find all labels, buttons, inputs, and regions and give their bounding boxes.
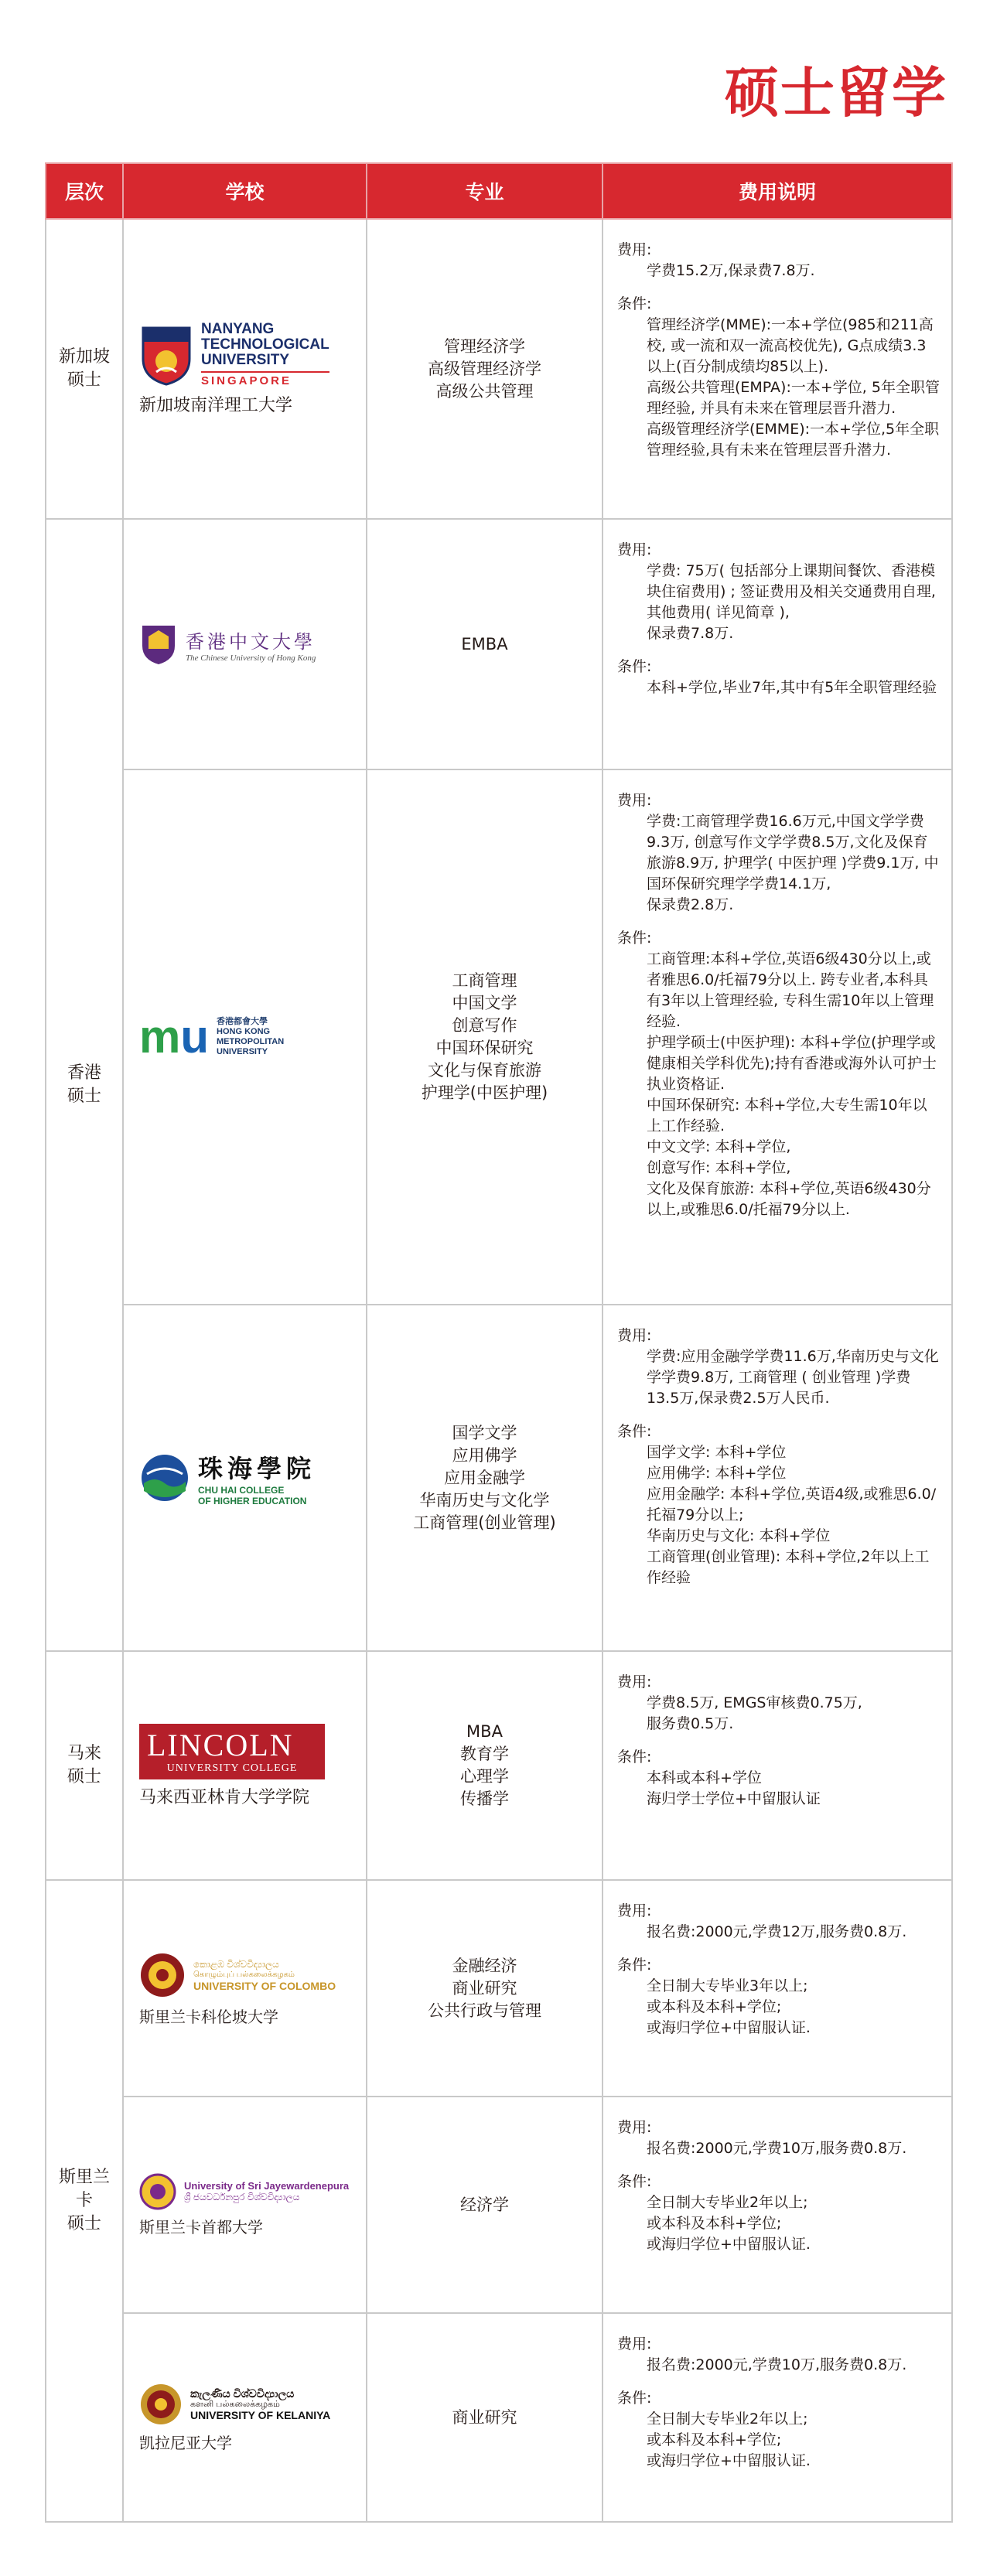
major-cell: [367, 1305, 603, 1651]
page-title: 硕士留学: [725, 61, 947, 125]
major-cell: [367, 519, 603, 769]
school-cell: [123, 219, 367, 519]
table-row: [46, 2313, 952, 2522]
kelaniya-crest-icon: [139, 2383, 183, 2426]
header-major: 专业: [367, 163, 603, 219]
table-row: [46, 1651, 952, 1880]
condition-label: 条件:: [617, 1423, 652, 1440]
level-cell: [46, 519, 123, 1651]
fee-cell: [603, 519, 952, 769]
table-row: [46, 1305, 952, 1651]
major-list: 国学文学 应用佛学 应用金融学 华南历史与文化学 工商管理(创业管理): [413, 1423, 556, 1532]
fee-text: 学费: 75万( 包括部分上课期间餐饮、香港模块住宿费用) ; 签证费用及相关交通费用自理, 其他费用( 详见简章 ), 保录费7.8万.: [647, 562, 936, 642]
fee-text: 学费15.2万,保录费7.8万.: [647, 262, 815, 279]
level-cell: [46, 219, 123, 519]
fee-label: 费用:: [617, 2119, 652, 2136]
fee-text: 报名费:2000元,学费10万,服务费0.8万.: [647, 2356, 907, 2373]
ntu-logo-line: UNIVERSITY: [201, 352, 290, 368]
major-cell: [367, 2313, 603, 2522]
header-school: 学校: [123, 163, 367, 219]
lincoln-logo-sub: UNIVERSITY COLLEGE: [166, 1762, 298, 1774]
table-row: [46, 519, 952, 769]
ntu-logo-line: TECHNOLOGICAL: [201, 336, 329, 353]
fee-cell: [603, 219, 952, 519]
chuhai-logo-line: OF HIGHER EDUCATION: [198, 1496, 307, 1506]
school-name: 马来西亚林肯大学学院: [139, 1787, 310, 1807]
hkmu-logo-line: HONG KONG: [217, 1027, 271, 1036]
hkmu-logo-line: METROPOLITAN: [217, 1037, 285, 1046]
condition-label: 条件:: [617, 1749, 652, 1766]
major-cell: [367, 1880, 603, 2097]
fee-label: 费用:: [617, 541, 652, 558]
kelaniya-logo-en: UNIVERSITY OF KELANIYA: [190, 2408, 331, 2421]
hkmu-mark-icon: mu: [139, 1011, 210, 1063]
condition-text: 全日制大专毕业2年以上; 或本科及本科+学位; 或海归学位+中留服认证.: [647, 2411, 811, 2469]
condition-text: 本科或本科+学位 海归学士学位+中留服认证: [647, 1769, 821, 1807]
condition-text: 工商管理:本科+学位,英语6级430分以上,或者雅思6.0/托福79分以上. 跨专业者,本科具有3年以上管理经验, 专科生需10年以上管理经验. 护理学硕士(中医护理): 本科+学位(护理学或健康相关学科优先);持有香港或海外认可护士执业资格证. 中国环保研究: 本科+学位,大专生需10年以上工作经验. 中文文学: 本科+学位, 创意写作: 本科+学位, 文化及保育旅游: 本科+学位,英语6级430分以上,或雅思6.0/托福79分以上.: [647, 950, 937, 1218]
fee-label: 费用:: [617, 792, 652, 809]
table-row: [46, 1880, 952, 2097]
kelaniya-logo-si: කැලණිය විශ්වවිද්‍යාලය: [190, 2387, 295, 2400]
fee-label: 费用:: [617, 2335, 652, 2353]
hkmu-logo-line: UNIVERSITY: [217, 1047, 268, 1056]
major-cell: [367, 2097, 603, 2313]
level-cell: [46, 1651, 123, 1880]
chuhai-logo-line: CHU HAI COLLEGE: [198, 1485, 285, 1496]
table-row: [46, 2097, 952, 2313]
school-name: 斯里兰卡首都大学: [139, 2217, 263, 2237]
cuhk-logo: [139, 623, 350, 666]
fee-text: 报名费:2000元,学费10万,服务费0.8万.: [647, 2140, 907, 2157]
major-list: MBA 教育学 心理学 传播学: [460, 1722, 509, 1808]
fee-cell: [603, 2313, 952, 2522]
fee-label: 费用:: [617, 1674, 652, 1691]
major-list: 金融经济 商业研究 公共行政与管理: [428, 1956, 541, 2020]
ntu-crest-icon: [139, 324, 193, 386]
tuition-table: [45, 162, 953, 2523]
school-cell: [123, 2313, 367, 2522]
fee-cell: [603, 1880, 952, 2097]
sjp-logo-en: University of Sri Jayewardenepura: [184, 2179, 350, 2192]
ntu-logo-line: NANYANG: [201, 321, 275, 337]
fee-cell: [603, 1651, 952, 1880]
cuhk-logo-cn: 香港中文大學: [186, 630, 316, 653]
school-cell: [123, 769, 367, 1305]
condition-text: 全日制大专毕业3年以上; 或本科及本科+学位; 或海归学位+中留服认证.: [647, 1977, 811, 2036]
ntu-logo: [139, 322, 329, 387]
school-cell: [123, 519, 367, 769]
major-list: 商业研究: [452, 2407, 517, 2427]
level-label: 新加坡 硕士: [58, 347, 110, 390]
condition-label: 条件:: [617, 1957, 652, 1974]
condition-label: 条件:: [617, 295, 652, 312]
fee-text: 学费:工商管理学费16.6万元,中国文学学费9.3万, 创意写作文学学费8.5万,文化及保育旅游8.9万, 护理学( 中医护理 )学费9.1万, 中国环保研究理学学费14.1万, 保录费2.8万.: [647, 813, 939, 913]
school-name: 新加坡南洋理工大学: [139, 396, 293, 415]
chuhai-logo: [139, 1449, 350, 1506]
major-list: 经济学: [460, 2195, 509, 2214]
kelaniya-logo-ta: களனி பல்கலைக்கழகம்: [190, 2399, 280, 2409]
school-cell: [123, 1651, 367, 1880]
school-cell: [123, 1305, 367, 1651]
fee-label: 费用:: [617, 1902, 652, 1919]
lincoln-logo: [139, 1724, 325, 1779]
fee-cell: [603, 2097, 952, 2313]
ntu-logo-sub: SINGAPORE: [201, 371, 329, 387]
major-list: 管理经济学 高级管理经济学 高级公共管理: [428, 336, 541, 401]
colombo-logo: [139, 1950, 336, 2000]
lincoln-logo-main: LINCOLN: [147, 1727, 294, 1762]
cuhk-logo-en: The Chinese University of Hong Kong: [186, 653, 316, 663]
fee-cell: [603, 769, 952, 1305]
major-cell: [367, 769, 603, 1305]
colombo-logo-en: UNIVERSITY OF COLOMBO: [193, 1979, 336, 1992]
fee-label: 费用:: [617, 241, 652, 258]
level-label: 香港 硕士: [67, 1063, 101, 1106]
major-cell: [367, 1651, 603, 1880]
level-label: 马来 硕士: [67, 1744, 101, 1786]
condition-text: 全日制大专毕业2年以上; 或本科及本科+学位; 或海归学位+中留服认证.: [647, 2194, 811, 2253]
fee-text: 学费8.5万, EMGS审核费0.75万, 服务费0.5万.: [647, 1694, 862, 1732]
chuhai-logo-cn: 珠海學院: [198, 1454, 316, 1483]
school-cell: [123, 1880, 367, 2097]
major-list: 工商管理 中国文学 创意写作 中国环保研究 文化与保育旅游 护理学(中医护理): [421, 971, 548, 1102]
cuhk-crest-icon: [139, 623, 178, 666]
fee-text: 报名费:2000元,学费12万,服务费0.8万.: [647, 1923, 907, 1940]
fee-label: 费用:: [617, 1327, 652, 1344]
school-name: 斯里兰卡科伦坡大学: [139, 2007, 278, 2026]
sjp-logo-si: ශ්‍රී ජයවර්ධනපුර විශ්වවිද්‍යාලය: [184, 2191, 300, 2202]
kelaniya-logo: [139, 2383, 330, 2426]
condition-label: 条件:: [617, 658, 652, 675]
table-header-row: [46, 163, 952, 219]
major-list: EMBA: [461, 634, 508, 653]
table-row: [46, 769, 952, 1305]
school-name: 凯拉尼亚大学: [139, 2433, 232, 2452]
header-fee: 费用说明: [603, 163, 952, 219]
colombo-logo-ta: கொழும்புப் பல்கலைக்கழகம்: [193, 1970, 295, 1979]
level-cell: [46, 1880, 123, 2522]
header-level: 层次: [46, 163, 123, 219]
condition-text: 国学文学: 本科+学位 应用佛学: 本科+学位 应用金融学: 本科+学位,英语4级,或雅思6.0/托福79分以上; 华南历史与文化: 本科+学位 工商管理(创业管理): 本科+学位,2年以上工作经验: [647, 1444, 937, 1586]
level-label: 斯里兰卡 硕士: [58, 2168, 110, 2233]
colombo-logo-si: කොළඹ විශ්වවිද්‍යාලය: [193, 1958, 279, 1970]
table-row: [46, 219, 952, 519]
chuhai-globe-icon: [139, 1452, 190, 1503]
sjp-logo: [139, 2173, 349, 2210]
condition-label: 条件:: [617, 2173, 652, 2190]
school-cell: [123, 2097, 367, 2313]
hkmu-logo: [139, 1011, 350, 1063]
fee-text: 学费:应用金融学学费11.6万,华南历史与文化学学费9.8万, 工商管理 ( 创业管理 )学费13.5万,保录费2.5万人民币.: [647, 1348, 939, 1407]
sjp-crest-icon: [139, 2173, 176, 2210]
condition-text: 管理经济学(MME):一本+学位(985和211高校, 或一流和双一流高校优先), G点成绩3.3以上(百分制成绩均85以上). 高级公共管理(EMPA):一本+学位, 5年全职管理经验, 并具有未来在管理层晋升潜力. 高级管理经济学(EMME):一本+学位,5年全职管理经验,具有未来在管理层晋升潜力.: [647, 316, 940, 459]
colombo-crest-icon: [139, 1950, 186, 2000]
condition-label: 条件:: [617, 2390, 652, 2407]
condition-text: 本科+学位,毕业7年,其中有5年全职管理经验: [647, 679, 937, 696]
major-cell: [367, 219, 603, 519]
fee-cell: [603, 1305, 952, 1651]
condition-label: 条件:: [617, 930, 652, 947]
hkmu-logo-line: 香港都會大學: [217, 1017, 268, 1026]
